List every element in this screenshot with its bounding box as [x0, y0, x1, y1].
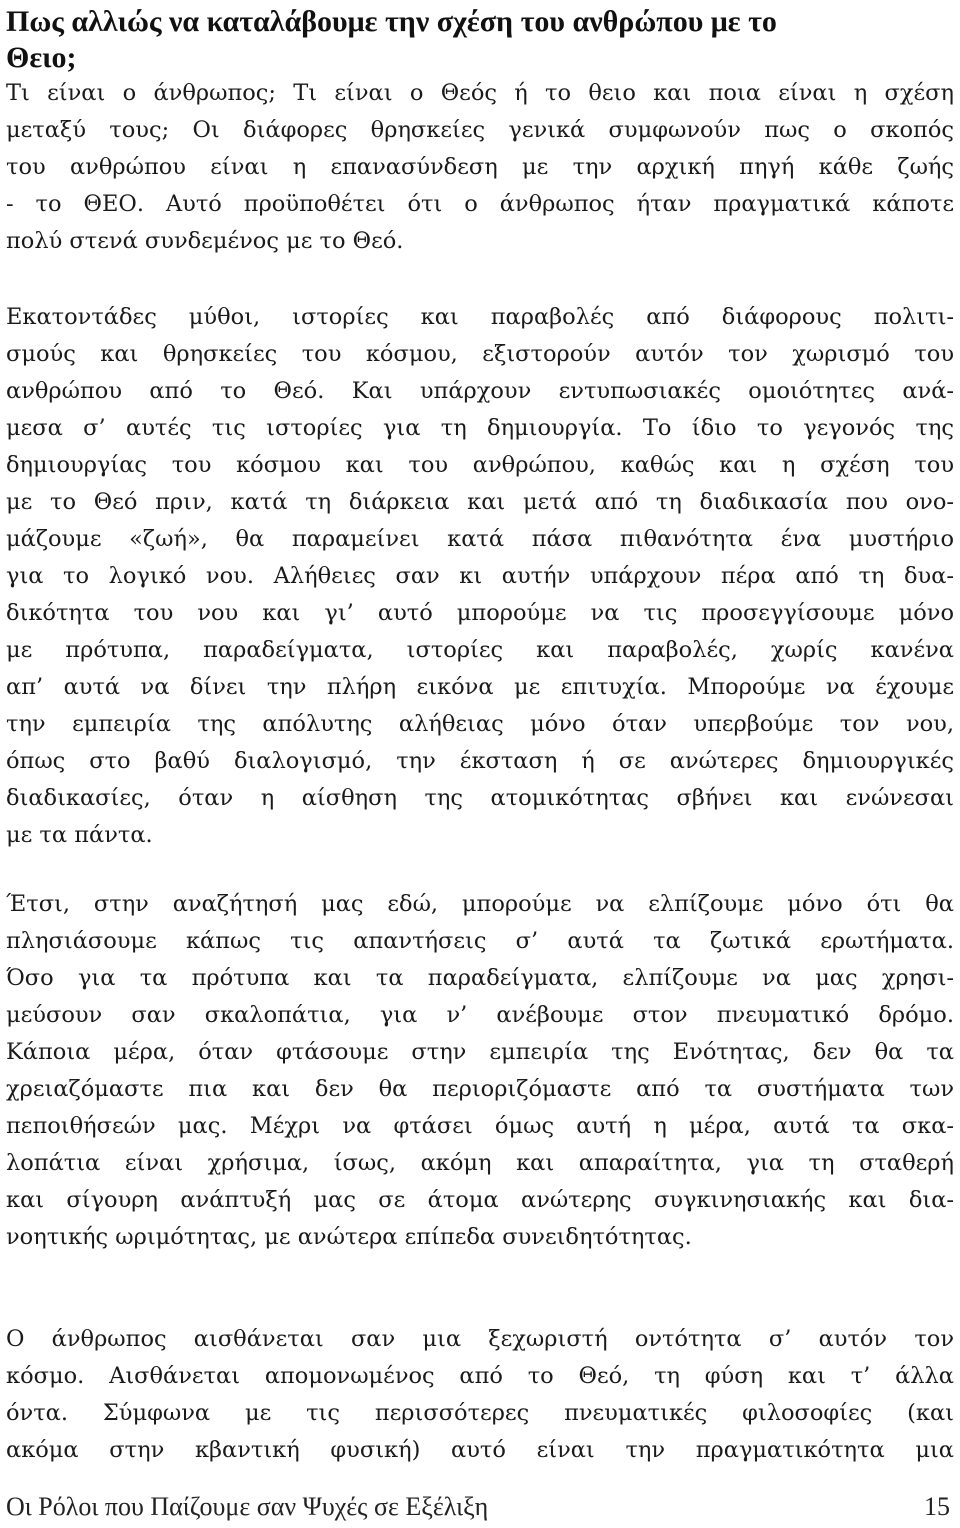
text-line: δημιουργίας του κόσμου και του ανθρώπου, καθώς και η σχέση του	[6, 452, 954, 478]
text-line: απ’ αυτά να δίνει την πλήρη εικόνα με επιτυχία. Μπορούμε να έχουμε	[6, 674, 954, 700]
text-line: για το λογικό νου. Αλήθειες σαν κι αυτήν υπάρχουν πέρα από τη δυα-	[6, 563, 954, 589]
text-line: Κάποια μέρα, όταν φτάσουμε στην εμπειρία της Ενότητας, δεν θα τα	[6, 1039, 954, 1065]
text-line: μεταξύ τους; Οι διάφορες θρησκείες γενικά συμφωνούν πως ο σκοπός	[6, 117, 954, 143]
page-number: 15	[924, 1492, 950, 1521]
text-line: του ανθρώπου είναι η επανασύνδεση με την αρχική πηγή κάθε ζωής	[6, 154, 954, 180]
text-line: χρειαζόμαστε πια και δεν θα περιοριζόμαστε από τα συστήματα των	[6, 1076, 954, 1102]
paragraph	[6, 1321, 954, 1469]
book-title: Οι Ρόλοι που Παίζουμε σαν Ψυχές σε Εξέλιξη	[6, 1492, 489, 1521]
paragraph	[6, 886, 954, 1256]
text-line: Τι είναι ο άνθρωπος; Τι είναι ο Θεός ή το θειο και ποια είναι η σχέση	[6, 80, 954, 106]
paragraph	[6, 75, 954, 260]
text-line: νοητικής ωριμότητας, με ανώτερα επίπεδα συνειδητότητας.	[6, 1224, 692, 1250]
text-line: - το ΘΕΟ. Αυτό προϋποθέτει ότι ο άνθρωπος ήταν πραγματικά κάποτε	[6, 191, 954, 217]
text-line: την εμπειρία της απόλυτης αλήθειας μόνο όταν υπερβούμε τον νου,	[6, 711, 954, 737]
text-line: δικότητα του νου και γι’ αυτό μπορούμε να τις προσεγγίσουμε μόνο	[6, 600, 954, 626]
text-line: διαδικασίες, όταν η αίσθηση της ατομικότητας σβήνει και ενώνεσαι	[6, 785, 954, 811]
text-line: Όσο για τα πρότυπα και τα παραδείγματα, ελπίζουμε να μας χρησι-	[6, 965, 954, 991]
text-line: πολύ στενά συνδεμένος με το Θεό.	[6, 228, 404, 254]
heading-line: Πως αλλιώς να καταλάβουμε την σχέση του ανθρώπου με το	[6, 5, 777, 38]
text-line: πεποιθήσεών μας. Μέχρι να φτάσει όμως αυτή η μέρα, αυτά τα σκα-	[6, 1113, 954, 1139]
heading-line: Θειο;	[6, 41, 77, 74]
text-line: μεύσουν σαν σκαλοπάτια, για ν’ ανέβουμε στον πνευματικό δρόμο.	[6, 1002, 954, 1028]
paragraph	[6, 299, 954, 854]
text-line: με το Θεό πριν, κατά τη διάρκεια και μετά από τη διαδικασία που ονο-	[6, 489, 954, 515]
text-line: και σίγουρη ανάπτυξή μας σε άτομα ανώτερης συγκινησιακής και δια-	[6, 1187, 954, 1213]
text-line: μάζουμε «ζωή», θα παραμείνει κατά πάσα πιθανότητα ένα μυστήριο	[6, 526, 954, 552]
text-line: ανθρώπου από το Θεό. Και υπάρχουν εντυπωσιακές ομοιότητες ανά-	[6, 378, 954, 404]
text-line: μεσα σ’ αυτές τις ιστορίες για τη δημιουργία. Το ίδιο το γεγονός της	[6, 415, 954, 441]
text-line: Ο άνθρωπος αισθάνεται σαν μια ξεχωριστή οντότητα σ’ αυτόν τον	[6, 1326, 954, 1352]
text-line: Εκατοντάδες μύθοι, ιστορίες και παραβολές από διάφορους πολιτι-	[6, 304, 954, 330]
text-line: με τα πάντα.	[6, 822, 153, 848]
text-line: ακόμα στην κβαντική φυσική) αυτό είναι την πραγματικότητα μια	[6, 1437, 954, 1463]
text-line: πλησιάσουμε κάπως τις απαντήσεις σ’ αυτά τα ζωτικά ερωτήματα.	[6, 928, 954, 954]
text-line: λοπάτια είναι χρήσιμα, ίσως, ακόμη και απαραίτητα, για τη σταθερή	[6, 1150, 954, 1176]
document-page	[6, 0, 954, 1528]
text-line: Έτσι, στην αναζήτησή μας εδώ, μπορούμε να ελπίζουμε μόνο ότι θα	[6, 891, 954, 917]
text-line: κόσμο. Αισθάνεται απομονωμένος από το Θεό, τη φύση και τ’ άλλα	[6, 1363, 954, 1389]
text-line: με πρότυπα, παραδείγματα, ιστορίες και παραβολές, χωρίς κανένα	[6, 637, 954, 663]
text-line: όπως στο βαθύ διαλογισμό, την έκσταση ή σε ανώτερες δημιουργικές	[6, 748, 954, 774]
page-footer	[6, 1490, 954, 1524]
text-line: σμούς και θρησκείες του κόσμου, εξιστορούν αυτόν τον χωρισμό του	[6, 341, 954, 367]
text-line: όντα. Σύμφωνα με τις περισσότερες πνευματικές φιλοσοφίες (και	[6, 1400, 954, 1426]
section-heading	[6, 4, 954, 76]
